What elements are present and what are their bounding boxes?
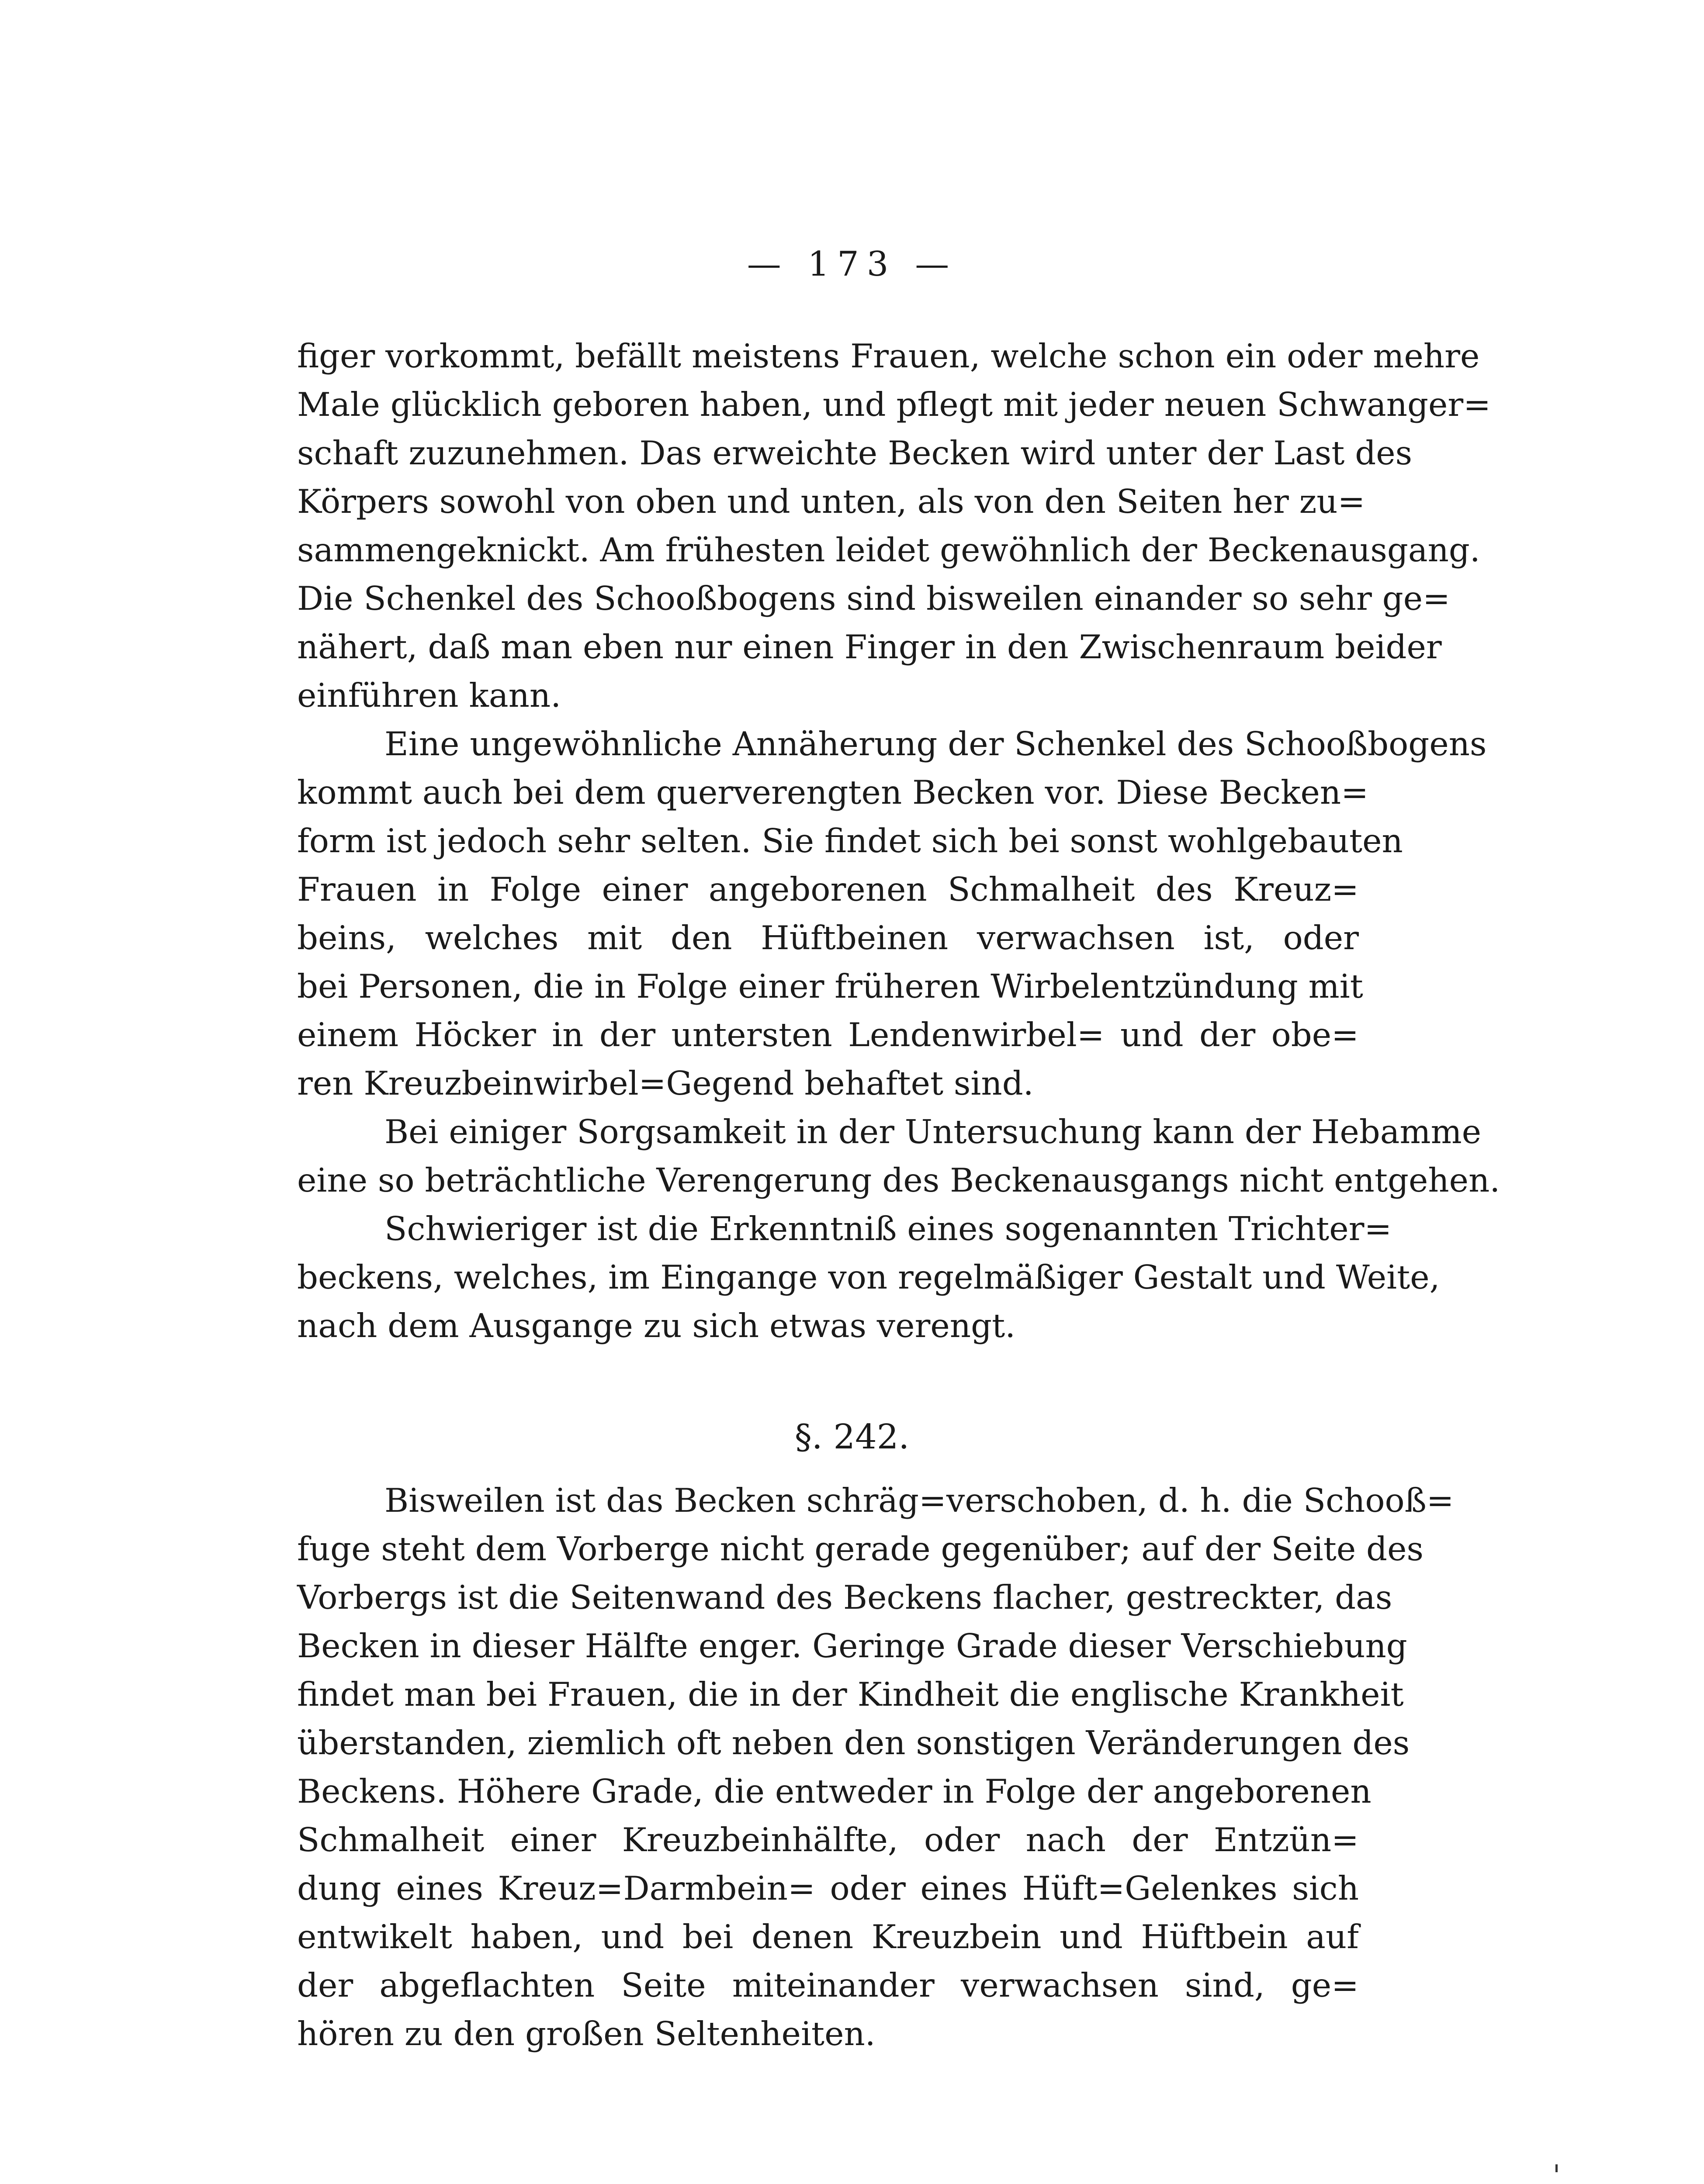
text-line: Beckens. Höhere Grade, die entweder in Folge der angeborenen <box>297 1772 1372 1811</box>
body-text-lower <box>297 1476 1454 2058</box>
text-line: schaft zuzunehmen. Das erweichte Becken wird unter der Last des <box>297 434 1413 472</box>
text-line: ren Kreuzbeinwirbel=Gegend behaftet sind. <box>297 1064 1034 1102</box>
text-line: beckens, welches, im Eingange von regelmäßiger Gestalt und Weite, <box>297 1258 1440 1296</box>
text-line: Schwieriger ist die Erkenntniß eines sogenannten Trichter= <box>384 1209 1392 1248</box>
text-line: Bisweilen ist das Becken schräg=verschoben, d. h. die Schooß= <box>384 1481 1454 1520</box>
text-line: Bei einiger Sorgsamkeit in der Untersuchung kann der Hebamme <box>384 1113 1482 1151</box>
text-line: Frauen in Folge einer angeborenen Schmalheit des Kreuz= <box>297 870 1359 909</box>
text-line: eine so beträchtliche Verengerung des Beckenausgangs nicht entgehen. <box>297 1161 1500 1199</box>
page-number: — 173 — <box>747 245 957 284</box>
text-line: Eine ungewöhnliche Annäherung der Schenkel des Schooßbogens <box>384 725 1487 763</box>
text-line: Körpers sowohl von oben und unten, als von den Seiten her zu= <box>297 482 1365 521</box>
section-heading: §. 242. <box>794 1417 910 1457</box>
text-line: der abgeflachten Seite miteinander verwachsen sind, ge= <box>297 1966 1359 2004</box>
body-text-upper <box>297 332 1500 1350</box>
text-line: entwikelt haben, und bei denen Kreuzbein und Hüftbein auf <box>297 1918 1359 1956</box>
text-line: Schmalheit einer Kreuzbeinhälfte, oder nach der Entzün= <box>297 1821 1359 1859</box>
text-line: findet man bei Frauen, die in der Kindheit die englische Krankheit <box>297 1675 1404 1714</box>
scan-mark <box>1555 2164 1558 2172</box>
text-line: Male glücklich geboren haben, und pflegt mit jeder neuen Schwanger= <box>297 385 1491 424</box>
text-line: bei Personen, die in Folge einer früheren Wirbelentzündung mit <box>297 967 1363 1006</box>
text-line: einführen kann. <box>297 676 561 715</box>
text-line: Vorbergs ist die Seitenwand des Beckens flacher, gestreckter, das <box>297 1578 1392 1617</box>
text-line: nähert, daß man eben nur einen Finger in den Zwischenraum beider <box>297 628 1442 666</box>
text-line: kommt auch bei dem querverengten Becken vor. Diese Becken= <box>297 773 1369 812</box>
text-line: fuge steht dem Vorberge nicht gerade gegenüber; auf der Seite des <box>297 1530 1423 1568</box>
text-line: form ist jedoch sehr selten. Sie findet sich bei sonst wohlgebauten <box>297 822 1403 860</box>
text-line: hören zu den großen Seltenheiten. <box>297 2015 876 2053</box>
text-line: nach dem Ausgange zu sich etwas verengt. <box>297 1306 1016 1345</box>
text-line: einem Höcker in der untersten Lendenwirbel= und der obe= <box>297 1016 1359 1054</box>
text-line: beins, welches mit den Hüftbeinen verwachsen ist, oder <box>297 919 1359 957</box>
text-line: figer vorkommt, befällt meistens Frauen, welche schon ein oder mehre <box>297 337 1480 375</box>
text-line: sammengeknickt. Am frühesten leidet gewöhnlich der Beckenausgang. <box>297 531 1480 569</box>
text-line: Die Schenkel des Schooßbogens sind bisweilen einander so sehr ge= <box>297 579 1450 618</box>
text-line: dung eines Kreuz=Darmbein= oder eines Hüft=Gelenkes sich <box>297 1869 1359 1908</box>
text-line: überstanden, ziemlich oft neben den sonstigen Veränderungen des <box>297 1724 1410 1762</box>
text-line: Becken in dieser Hälfte enger. Geringe Grade dieser Verschiebung <box>297 1627 1407 1665</box>
